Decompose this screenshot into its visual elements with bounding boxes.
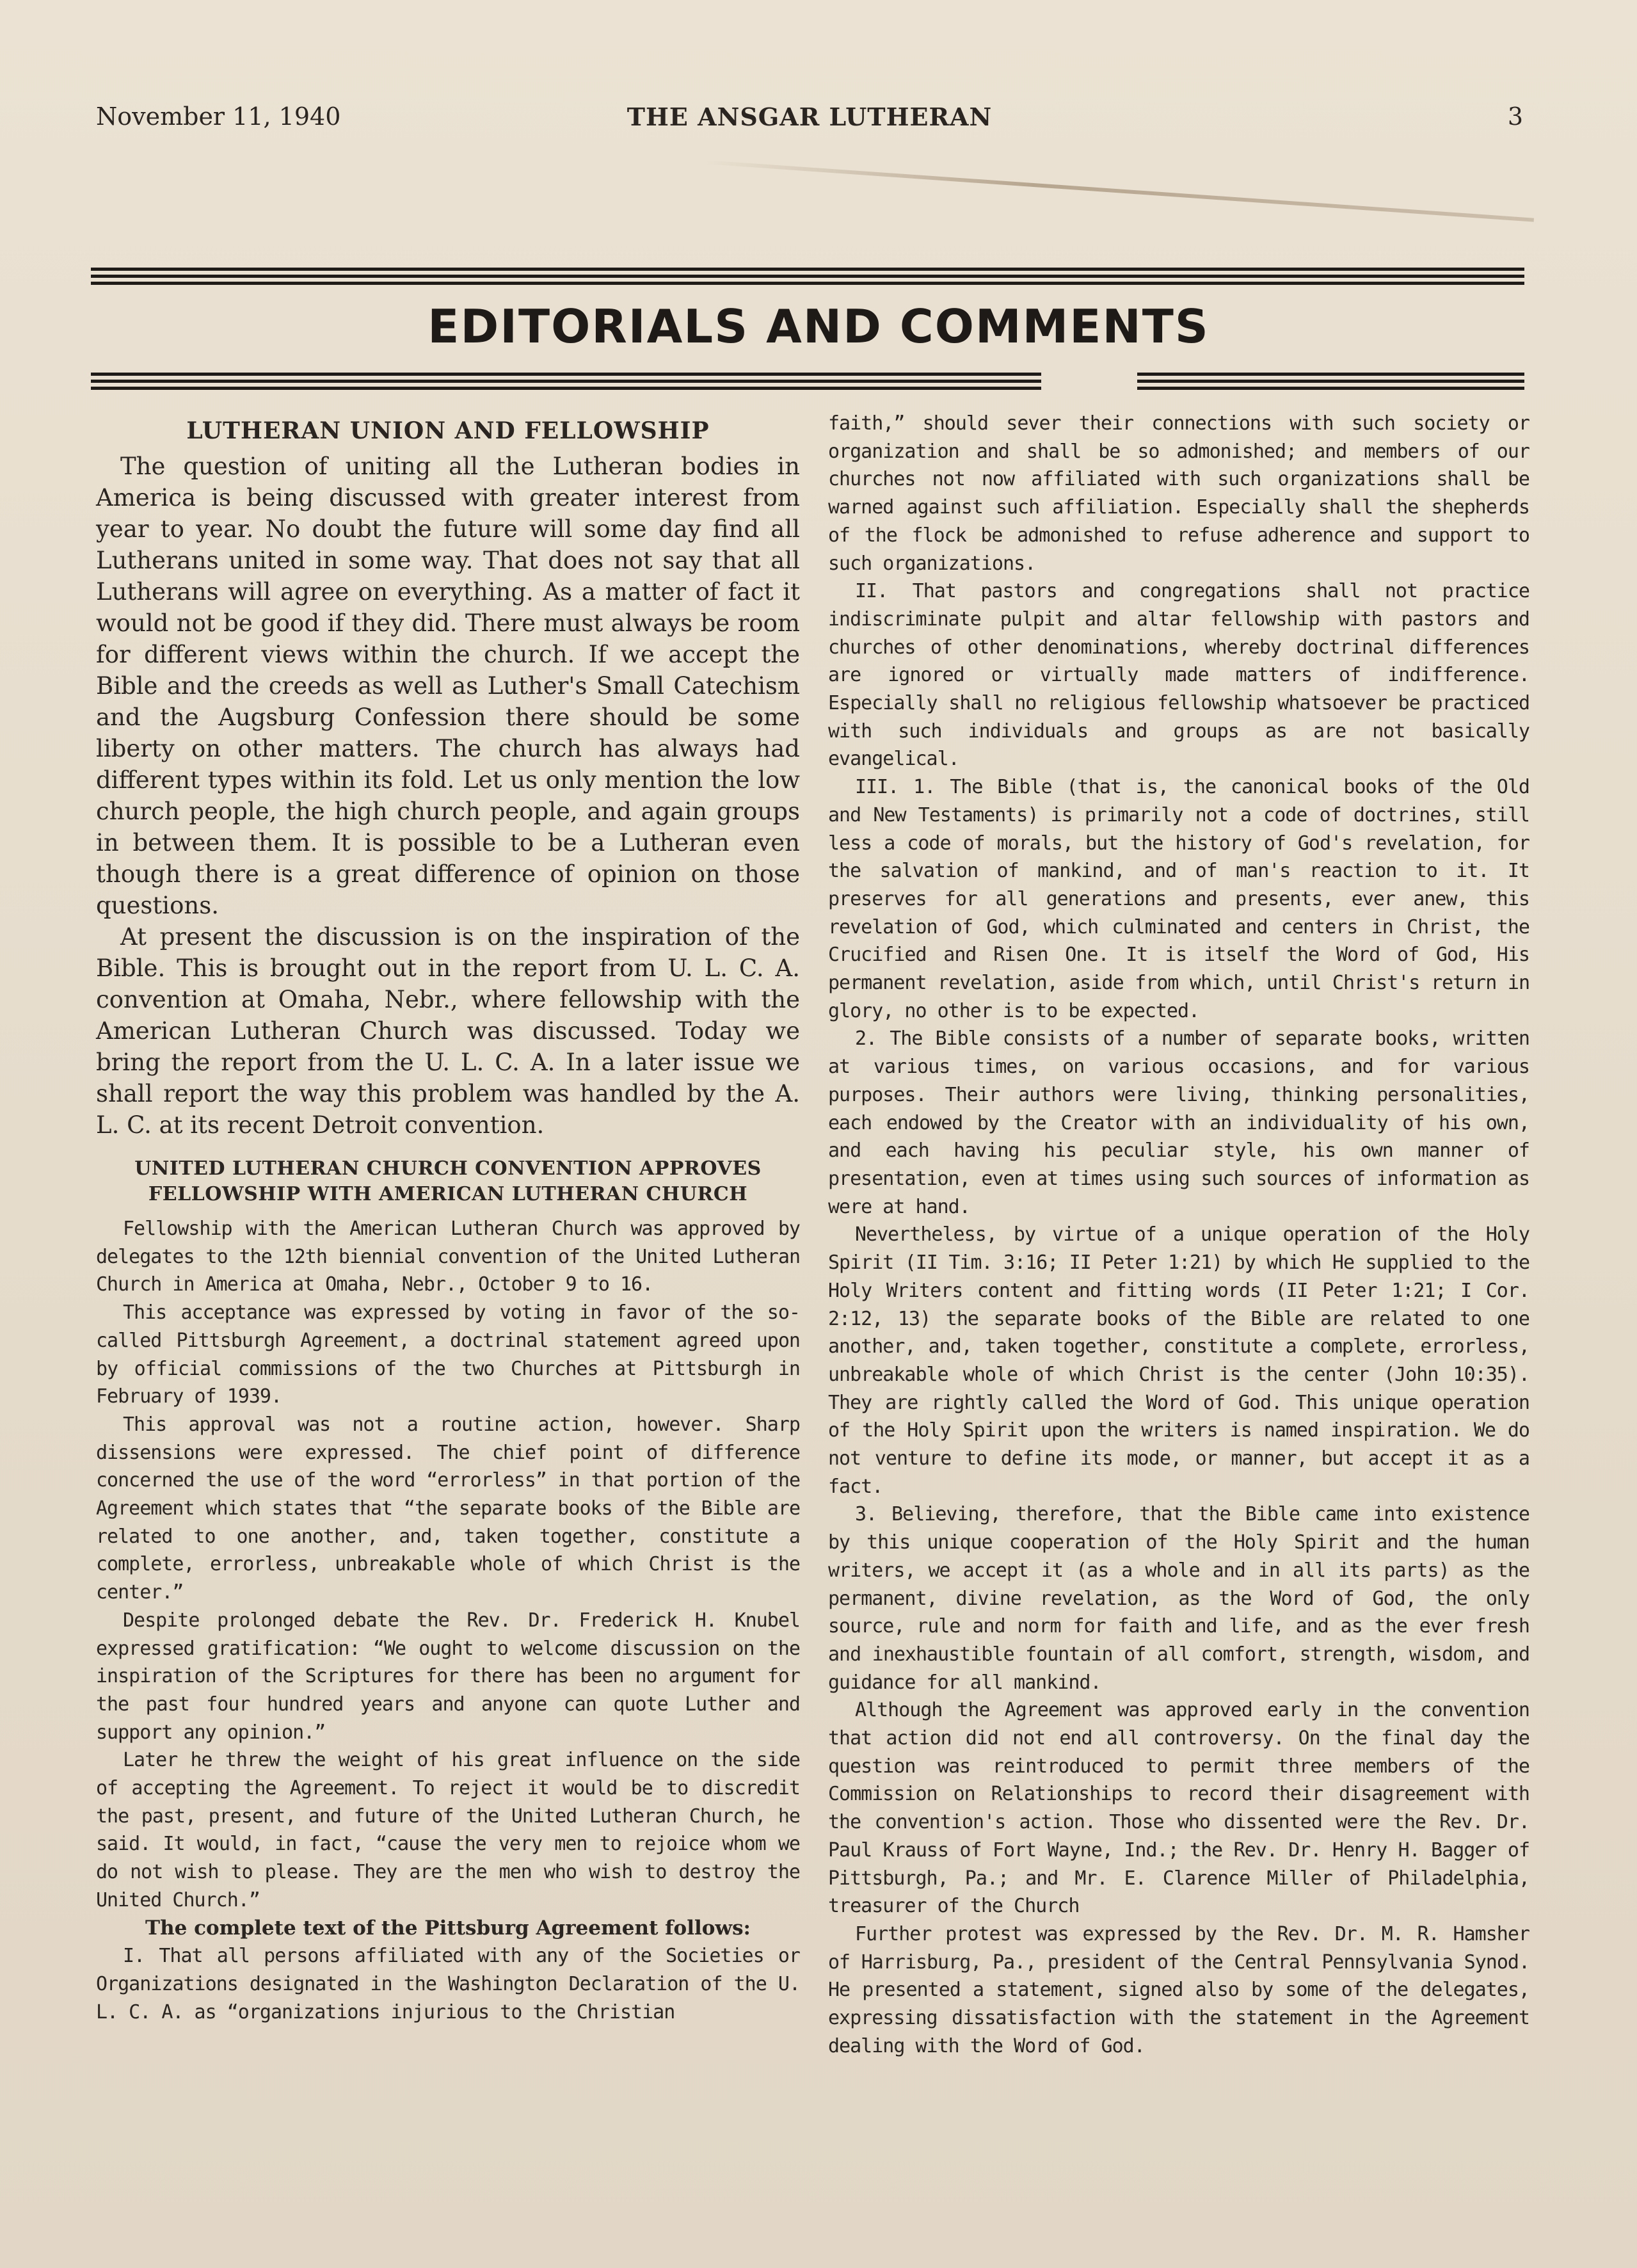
issue-date: November 11, 1940	[96, 102, 341, 131]
agreement-heading: The complete text of the Pittsburg Agreement follows:	[145, 1916, 751, 1940]
paragraph: Although the Agreement was approved early in the convention that action did not end all controversy. On the final day the question was reintroduced to permit three members of the Commission on Relationships to record their disagreement with the convention's action. Those who dissented were the Rev. Dr. Paul Krauss of Fort Wayne, Ind.; the Rev. Dr. Henry H. Bagger of Pittsburgh, Pa.; and Mr. E. Clarence Miller of Philadelphia, treasurer of the Church	[828, 1699, 1529, 1918]
paragraph: At present the discussion is on the inspiration of the Bible. This is brought out in the report from U. L. C. A. convention at Omaha, Nebr., where fellowship with the American Lutheran Church was discussed. Today we bring the report from the U. L. C. A. In a later issue we shall report the way this problem was handled by the A. L. C. at its recent Detroit convention.	[96, 923, 800, 1139]
paragraph: II. That pastors and congregations shall not practice indiscriminate pulpit and altar fellowship with pastors and churches of other denominations, whereby doctrinal differences are ignored or virtually made matters of indifference. Especially shall no religious fellowship whatsoever be practiced with such individuals and groups as are not basically evangelical.	[828, 580, 1529, 771]
bottom-rule	[91, 373, 1524, 394]
paragraph: faith,” should sever their connections with such society or organization and shall be so admonished; and members of our churches not now affiliated with such organizations shall be warned against such affiliation. Especially shall the shepherds of the flock be admonished to refuse adherence and support to such organizations.	[828, 412, 1529, 575]
paper-crease	[704, 160, 1534, 222]
page-number: 3	[1507, 102, 1523, 131]
editorial-body	[96, 451, 800, 1141]
paragraph: 3. Believing, therefore, that the Bible came into existence by this unique cooperation of the Holy Spirit and the human writers, we accept it (as a whole and in all its parts) as the permanent, divine revelation, as the Word of God, the only source, rule and norm for faith and life, and as the ever fresh and inexhaustible fountain of all comfort, strength, wisdom, and guidance for all mankind.	[828, 1503, 1529, 1694]
agreement-text	[828, 410, 1529, 2060]
paragraph: III. 1. The Bible (that is, the canonical books of the Old and New Testaments) is primarily not a code of doctrines, still less a code of morals, but the history of God's revelation, for the salvation of mankind, and of man's reaction to it. It preserves for all generations and presents, ever anew, this revelation of God, which culminated and centers in Christ, the Crucified and Risen One. It is itself the Word of God, His permanent revelation, aside from which, until Christ's return in glory, no other is to be expected.	[828, 776, 1529, 1022]
right-column	[828, 410, 1529, 2060]
paragraph: The question of uniting all the Lutheran bodies in America is being discussed with greater interest from year to year. No doubt the future will some day find all Lutherans united in some way. That does not say that all Lutherans will agree on everything. As a matter of fact it would not be good if they did. There must always be room for different views within the church. If we accept the Bible and the creeds as well as Luther's Small Catechism and the Augsburg Confession there should be some liberty on other matters. The church has always had different types within its fold. Let us only mention the low church people, the high church people, and again groups in between them. It is possible to be a Lutheran even though there is a great difference of opinion on those questions.	[96, 453, 800, 919]
paragraph: Later he threw the weight of his great influence on the side of accepting the Agreement. To reject it would be to discredit the past, present, and future of the United Lutheran Church, he said. It would, in fact, “cause the very men to rejoice whom we do not wish to please. They are the men who wish to destroy the United Church.”	[96, 1749, 800, 1911]
running-header	[96, 102, 1523, 141]
article-title: LUTHERAN UNION AND FELLOWSHIP	[186, 417, 710, 444]
paragraph: This acceptance was expressed by voting in favor of the so-called Pittsburgh Agreement, a doctrinal statement agreed upon by official commissions of the two Churches at Pittsburgh in February of 1939.	[96, 1301, 800, 1408]
left-column	[96, 410, 800, 2026]
top-rule	[91, 268, 1524, 289]
section-title: EDITORIALS AND COMMENTS	[427, 300, 1210, 353]
paragraph: Fellowship with the American Lutheran Church was approved by delegates to the 12th biennial convention of the United Lutheran Church in America at Omaha, Nebr., October 9 to 16.	[96, 1218, 800, 1296]
paragraph: This approval was not a routine action, however. Sharp dissensions were expressed. The chief point of difference concerned the use of the word “errorless” in that portion of the Agreement which states that “the separate books of the Bible are related to one another, and, taken together, constitute a complete, errorless, unbreakable whole of which Christ is the center.”	[96, 1413, 800, 1604]
publication-name: THE ANSGAR LUTHERAN	[627, 102, 993, 131]
report-body	[96, 1215, 800, 2026]
paragraph: I. That all persons affiliated with any of the Societies or Organizations designated in the Washington Declaration of the U. L. C. A. as “organizations injurious to the Christian	[96, 1945, 800, 2023]
article-subtitle: UNITED LUTHERAN CHURCH CONVENTION APPROVES FELLOWSHIP WITH AMERICAN LUTHERAN CHURCH	[134, 1157, 762, 1205]
paragraph: Despite prolonged debate the Rev. Dr. Frederick H. Knubel expressed gratification: “We ought to welcome discussion on the inspiration of the Scriptures for there has been no argument for the past four hundred years and anyone can quote Luther and support any opinion.”	[96, 1609, 800, 1744]
paragraph: Nevertheless, by virtue of a unique operation of the Holy Spirit (II Tim. 3:16; II Peter 1:21) by which He supplied to the Holy Writers content and fitting words (II Peter 1:21; I Cor. 2:12, 13) the separate books of the Bible are related to one another, and, taken together, constitute a complete, errorless, unbreakable whole of which Christ is the center (John 10:35). They are rightly called the Word of God. This unique operation of the Holy Spirit upon the writers is named inspiration. We do not venture to define its mode, or manner, but accept it as a fact.	[828, 1223, 1529, 1498]
paragraph: 2. The Bible consists of a number of separate books, written at various times, on various occasions, and for various purposes. Their authors were living, thinking personalities, each endowed by the Creator with an individuality of his own, and each having his peculiar style, his own manner of presentation, even at times using such sources of information as were at hand.	[828, 1027, 1529, 1218]
paragraph: Further protest was expressed by the Rev. Dr. M. R. Hamsher of Harrisburg, Pa., president of the Central Pennsylvania Synod. He presented a statement, signed also by some of the delegates, expressing dissatisfaction with the statement in the Agreement dealing with the Word of God.	[828, 1922, 1529, 2057]
